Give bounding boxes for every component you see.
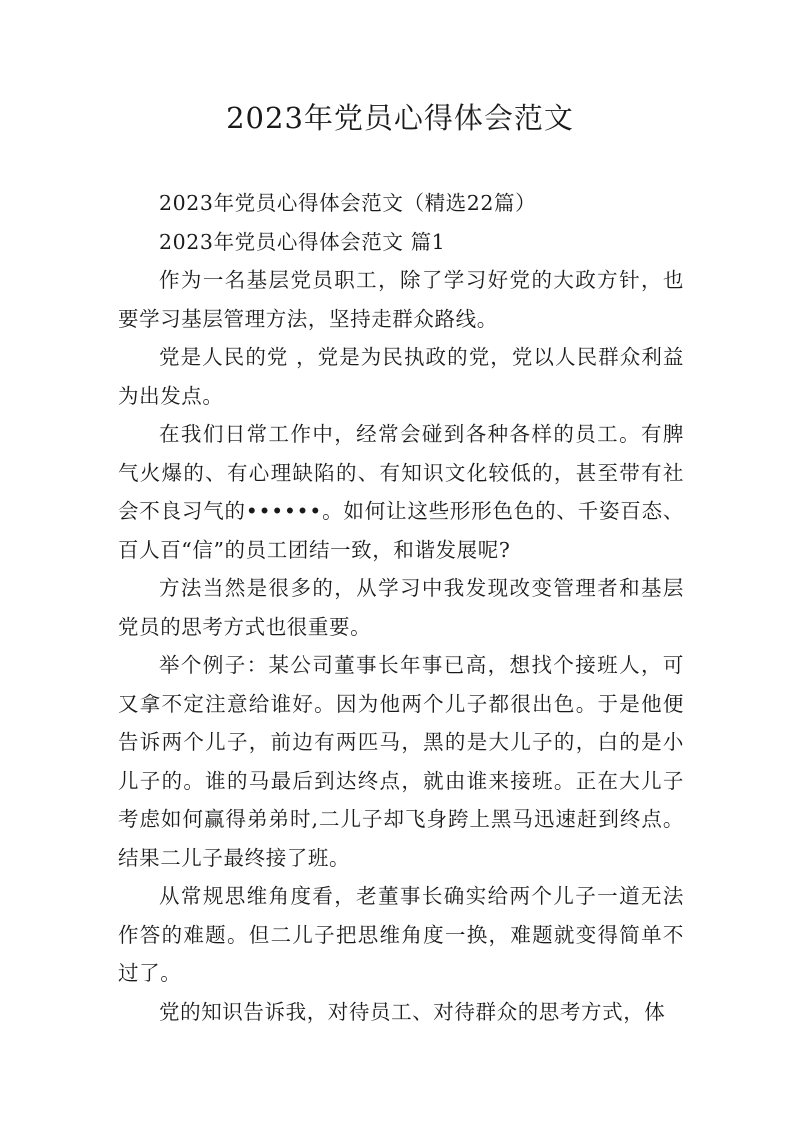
paragraph: 作为一名基层党员职工，除了学习好党的大政方针，也要学习基层管理方法，坚持走群众路线。 [118, 268, 684, 331]
paragraph: 在我们日常工作中，经常会碰到各种各样的员工。有脾气火爆的、有心理缺陷的、有知识文化较低的，甚至带有社会不良习气的••••••。如何让这些形形色色的、千姿百态、百人百“信”的员工团结一致，和谐发展呢? [118, 422, 684, 562]
document-body [118, 184, 684, 1031]
paragraph: 党的知识告诉我，对待员工、对待群众的思考方式，体 [159, 999, 666, 1024]
paragraph: 党是人民的党 ，党是为民执政的党，党以人民群众利益为出发点。 [118, 345, 684, 408]
paragraph: 举个例子：某公司董事长年事已高，想找个接班人，可又拿不定注意给谁好。因为他两个儿子都很出色。于是他便告诉两个儿子，前边有两匹马，黑的是大儿子的，白的是小儿子的。谁的马最后到达终点，就由谁来接班。正在大儿子考虑如何赢得弟弟时,二儿子却飞身跨上黑马迅速赶到终点。结果二儿子最终接了班。 [118, 653, 684, 870]
paragraph-subtitle: 2023年党员心得体会范文（精选22篇） [159, 191, 537, 215]
paragraph: 从常规思维角度看，老董事长确实给两个儿子一道无法作答的难题。但二儿子把思维角度一换，难题就变得简单不过了。 [118, 884, 684, 985]
document-title: 2023年党员心得体会范文 [226, 101, 574, 135]
paragraph-section-heading: 2023年党员心得体会范文 篇1 [159, 229, 446, 254]
paragraph: 方法当然是很多的，从学习中我发现改变管理者和基层党员的思考方式也很重要。 [118, 576, 684, 639]
